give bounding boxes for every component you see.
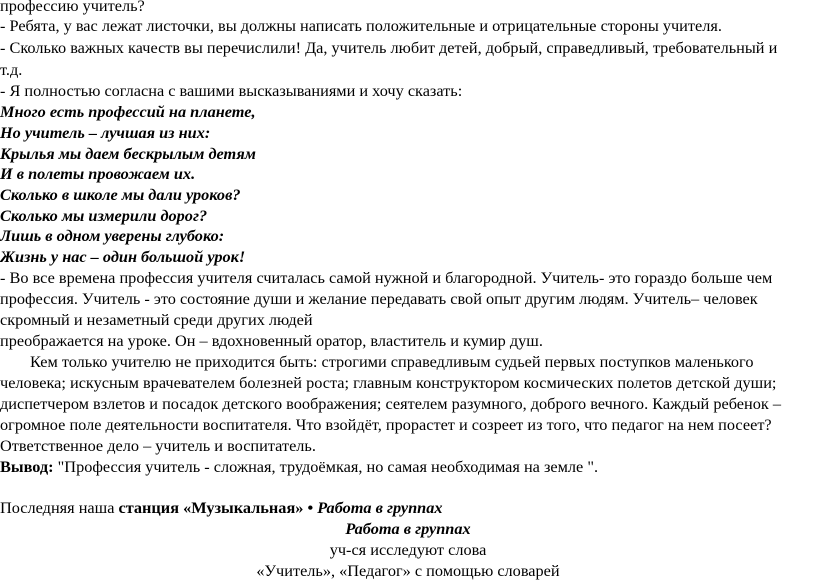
- text-line: - Я полностью согласна с вашими высказываниями и хочу сказать:: [0, 81, 463, 100]
- poem-line: Лишь в одном уверены глубоко:: [0, 226, 225, 245]
- text-line: скромный и незаметный среди других людей: [0, 310, 313, 329]
- text-line: - Сколько важных качеств вы перечислили! Да, учитель любит детей, добрый, справедливый, требовательный и: [0, 38, 778, 57]
- poem-line: Но учитель – лучшая из них:: [0, 123, 211, 142]
- station-line: [0, 498, 443, 518]
- conclusion-label: Вывод:: [0, 457, 54, 476]
- text-line: огромное поле деятельности воспитателя. Что взойдёт, прорастет и созреет из того, что педагог на нем посеет?: [0, 415, 772, 434]
- centered-line: «Учитель», «Педагог» с помощью словарей: [256, 561, 560, 580]
- poem-line: Сколько мы измерили дорог?: [0, 206, 208, 225]
- text-line: Ответственное дело – учитель и воспитатель.: [0, 436, 316, 455]
- centered-heading: Работа в группах: [345, 519, 471, 538]
- text-line: - Ребята, у вас лежат листочки, вы должны написать положительные и отрицательные стороны учителя.: [0, 16, 722, 35]
- centered-line: уч-ся исследуют слова: [329, 540, 487, 559]
- text-line: человека; искусным врачевателем болезней роста; главным конструктором космических полетов детской души;: [0, 373, 777, 392]
- text-line: преображается на уроке. Он – вдохновенный оратор, властитель и кумир душ.: [0, 331, 543, 350]
- station-prefix: Последняя наша: [0, 498, 119, 517]
- poem-line: Жизнь у нас – один большой урок!: [0, 247, 246, 266]
- conclusion-text: "Профессия учитель - сложная, трудоёмкая, но самая необходимая на земле ".: [53, 457, 599, 476]
- text-line: профессия. Учитель - это состояние души и желание передавать свой опыт другим людям. Учитель– человек: [0, 289, 758, 308]
- text-line: профессию учитель?: [0, 0, 145, 15]
- poem-line: Много есть профессий на планете,: [0, 102, 256, 121]
- poem-line: Крылья мы даем бескрылым детям: [0, 144, 256, 163]
- conclusion-line: [0, 457, 598, 477]
- text-line: диспетчером взлетов и посадок детского воображения; сеятелем разумного, доброго вечного. Каждый ребенок –: [0, 394, 781, 413]
- poem-line: Сколько в школе мы дали уроков?: [0, 185, 241, 204]
- station-group-work: Работа в группах: [317, 498, 443, 517]
- text-line: - Во все времена профессия учителя считалась самой нужной и благородной. Учитель- это гораздо больше чем: [0, 268, 773, 287]
- station-name: станция «Музыкальная» •: [118, 498, 318, 517]
- poem-line: И в полеты провожаем их.: [0, 164, 196, 183]
- text-line: Кем только учителю не приходится быть: строгими справедливым судьей первых поступков маленького: [30, 352, 754, 371]
- text-line: т.д.: [0, 60, 23, 79]
